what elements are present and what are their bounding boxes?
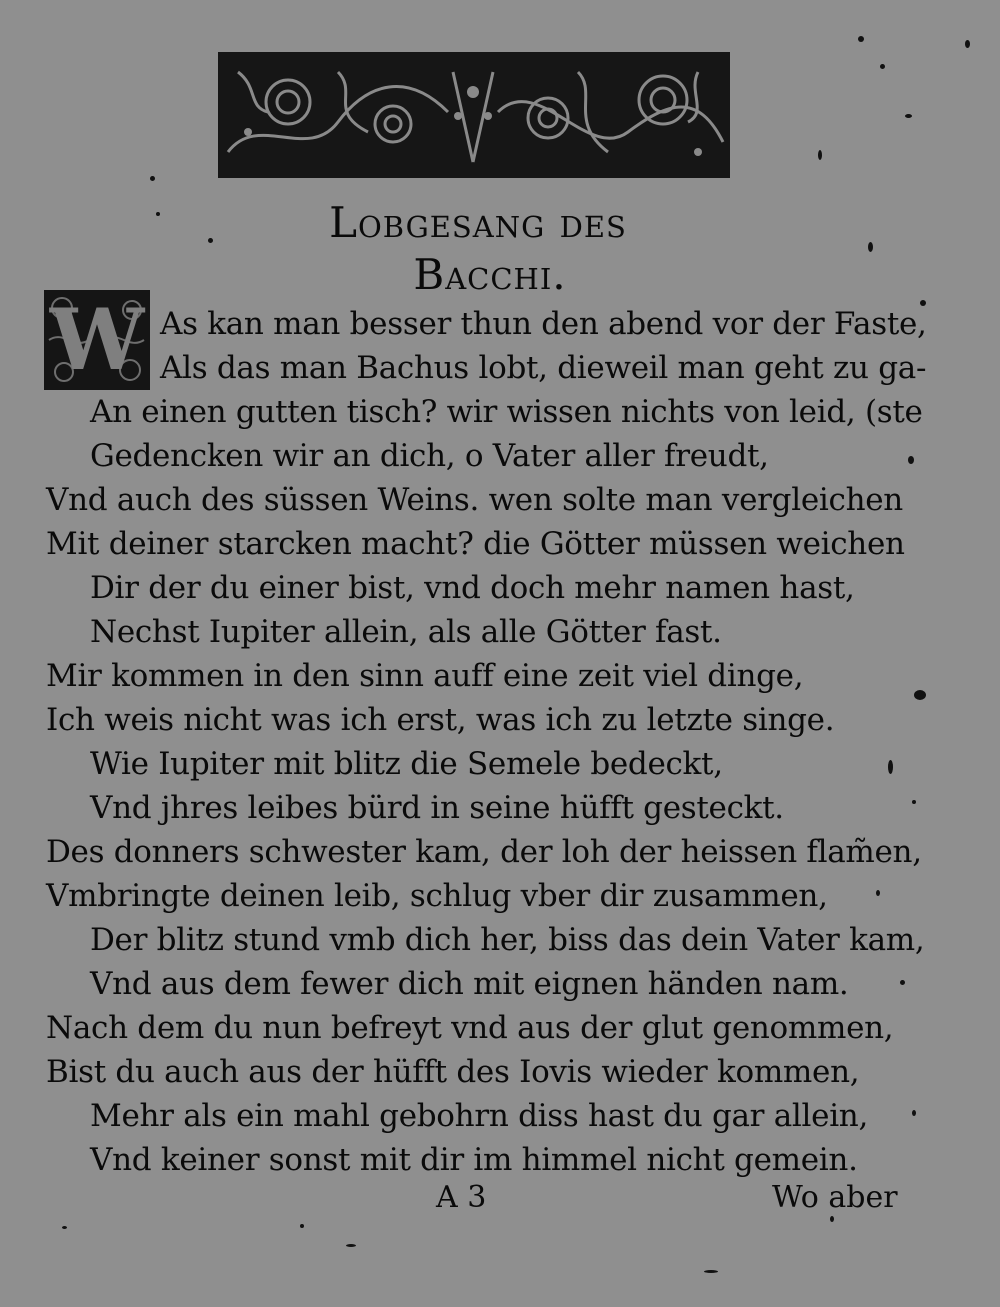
catchword: Wo aber xyxy=(772,1180,898,1215)
decorated-initial-icon xyxy=(44,290,150,390)
verse-line: Vnd aus dem fewer dich mit eignen händen nam. xyxy=(90,966,849,1002)
verse-line: Nach dem du nun befreyt vnd aus der glut genommen, xyxy=(46,1010,894,1046)
verse-line: As kan man besser thun den abend vor der Faste, xyxy=(160,306,927,342)
verse-line: Mehr als ein mahl gebohrn diss hast du gar allein, xyxy=(90,1098,869,1134)
verse-line: Mit deiner starcken macht? die Götter müssen weichen xyxy=(46,526,905,562)
verse-line: Bist du auch aus der hüfft des Iovis wieder kommen, xyxy=(46,1054,860,1090)
verse-line: Der blitz stund vmb dich her, biss das dein Vater kam, xyxy=(90,922,925,958)
verse-line: Nechst Iupiter allein, als alle Götter fast. xyxy=(90,614,722,650)
title-line-1: Lobgesang des xyxy=(329,198,627,247)
signature-mark: A 3 xyxy=(436,1180,487,1215)
verse-line: Vnd keiner sonst mit dir im himmel nicht gemein. xyxy=(90,1142,858,1178)
verse-line: Vmbringte deinen leib, schlug vber dir zusammen, xyxy=(46,878,828,914)
verse-line: Dir der du einer bist, vnd doch mehr namen hast, xyxy=(90,570,855,606)
verse-line: Des donners schwester kam, der loh der heissen flam̃en, xyxy=(46,834,922,870)
verse-line: Als das man Bachus lobt, dieweil man geht zu ga- xyxy=(160,350,927,386)
verse-line: Vnd auch des süssen Weins. wen solte man vergleichen xyxy=(46,482,903,518)
verse-line: Vnd jhres leibes bürd in seine hüfft gesteckt. xyxy=(90,790,784,826)
verse-line: Ich weis nicht was ich erst, was ich zu letzte singe. xyxy=(46,702,835,738)
initial-letter: W xyxy=(49,290,145,389)
title-line-2: Bacchi. xyxy=(413,250,567,299)
verse-line: Wie Iupiter mit blitz die Semele bedeckt, xyxy=(90,746,723,782)
floral-ornament-icon xyxy=(218,52,730,178)
verse-line: An einen gutten tisch? wir wissen nichts von leid, (ste xyxy=(90,394,923,430)
verse-line: Mir kommen in den sinn auff eine zeit viel dinge, xyxy=(46,658,804,694)
verse-line: Gedencken wir an dich, o Vater aller freudt, xyxy=(90,438,769,474)
